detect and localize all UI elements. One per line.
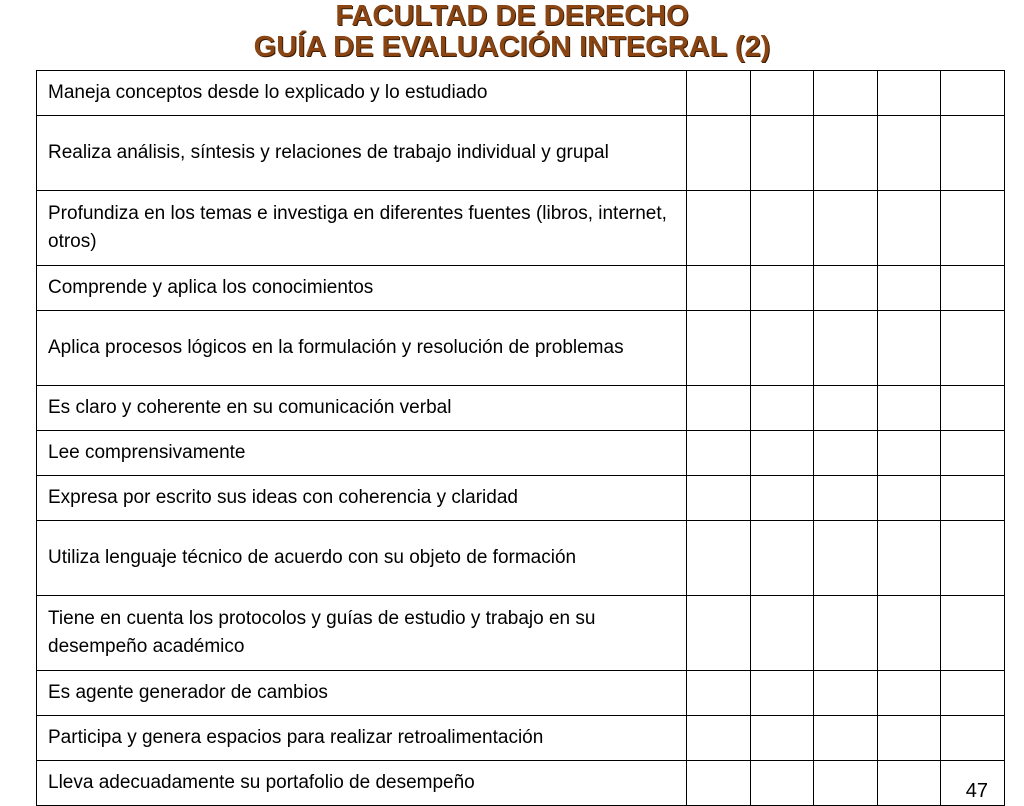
slide-title <box>0 0 1024 64</box>
score-cell[interactable] <box>941 311 1005 386</box>
score-cell[interactable] <box>750 761 814 806</box>
score-cell[interactable] <box>877 71 941 116</box>
score-cell[interactable] <box>750 671 814 716</box>
score-cell[interactable] <box>814 671 878 716</box>
score-cell[interactable] <box>877 431 941 476</box>
table-row <box>37 191 1005 266</box>
score-cell[interactable] <box>687 476 751 521</box>
score-cell[interactable] <box>814 266 878 311</box>
evaluation-table <box>36 70 1005 806</box>
score-cell[interactable] <box>687 71 751 116</box>
score-cell[interactable] <box>750 191 814 266</box>
score-cell[interactable] <box>750 71 814 116</box>
score-cell[interactable] <box>941 521 1005 596</box>
score-cell[interactable] <box>941 761 1005 806</box>
criterion-cell: Realiza análisis, síntesis y relaciones de trabajo individual y grupal <box>37 116 687 191</box>
score-cell[interactable] <box>687 116 751 191</box>
score-cell[interactable] <box>941 71 1005 116</box>
table-row <box>37 716 1005 761</box>
table-row <box>37 521 1005 596</box>
table-row <box>37 476 1005 521</box>
score-cell[interactable] <box>750 311 814 386</box>
score-cell[interactable] <box>687 521 751 596</box>
score-cell[interactable] <box>941 476 1005 521</box>
score-cell[interactable] <box>750 596 814 671</box>
score-cell[interactable] <box>814 191 878 266</box>
table-row <box>37 116 1005 191</box>
score-cell[interactable] <box>941 386 1005 431</box>
title-faculty: FACULTAD DE DERECHO <box>335 0 689 32</box>
score-cell[interactable] <box>941 266 1005 311</box>
score-cell[interactable] <box>687 596 751 671</box>
criterion-cell: Participa y genera espacios para realizar retroalimentación <box>37 716 687 761</box>
table-row <box>37 71 1005 116</box>
criterion-cell: Expresa por escrito sus ideas con coherencia y claridad <box>37 476 687 521</box>
score-cell[interactable] <box>877 476 941 521</box>
table-row <box>37 311 1005 386</box>
score-cell[interactable] <box>814 71 878 116</box>
criterion-cell: Profundiza en los temas e investiga en diferentes fuentes (libros, internet, otros) <box>37 191 687 266</box>
score-cell[interactable] <box>941 716 1005 761</box>
score-cell[interactable] <box>877 596 941 671</box>
score-cell[interactable] <box>877 311 941 386</box>
page-number: 47 <box>965 780 988 802</box>
score-cell[interactable] <box>941 671 1005 716</box>
score-cell[interactable] <box>814 716 878 761</box>
criterion-cell: Lleva adecuadamente su portafolio de desempeño <box>37 761 687 806</box>
table-row <box>37 761 1005 806</box>
score-cell[interactable] <box>877 191 941 266</box>
score-cell[interactable] <box>687 191 751 266</box>
score-cell[interactable] <box>941 596 1005 671</box>
score-cell[interactable] <box>877 671 941 716</box>
score-cell[interactable] <box>687 431 751 476</box>
table-row <box>37 596 1005 671</box>
title-guide: GUÍA DE EVALUACIÓN INTEGRAL (2) <box>253 31 771 63</box>
score-cell[interactable] <box>814 476 878 521</box>
criterion-cell: Es claro y coherente en su comunicación verbal <box>37 386 687 431</box>
score-cell[interactable] <box>877 716 941 761</box>
score-cell[interactable] <box>750 476 814 521</box>
score-cell[interactable] <box>687 671 751 716</box>
table-row <box>37 671 1005 716</box>
score-cell[interactable] <box>814 596 878 671</box>
criterion-cell: Tiene en cuenta los protocolos y guías de estudio y trabajo en su desempeño académico <box>37 596 687 671</box>
score-cell[interactable] <box>750 386 814 431</box>
score-cell[interactable] <box>941 116 1005 191</box>
criterion-cell: Es agente generador de cambios <box>37 671 687 716</box>
score-cell[interactable] <box>941 191 1005 266</box>
score-cell[interactable] <box>687 386 751 431</box>
score-cell[interactable] <box>814 431 878 476</box>
criterion-cell: Maneja conceptos desde lo explicado y lo estudiado <box>37 71 687 116</box>
score-cell[interactable] <box>877 116 941 191</box>
score-cell[interactable] <box>877 761 941 806</box>
score-cell[interactable] <box>750 266 814 311</box>
score-cell[interactable] <box>750 116 814 191</box>
criterion-cell: Comprende y aplica los conocimientos <box>37 266 687 311</box>
score-cell[interactable] <box>941 431 1005 476</box>
criterion-cell: Lee comprensivamente <box>37 431 687 476</box>
table-row <box>37 266 1005 311</box>
score-cell[interactable] <box>750 521 814 596</box>
score-cell[interactable] <box>814 311 878 386</box>
score-cell[interactable] <box>877 266 941 311</box>
score-cell[interactable] <box>814 386 878 431</box>
score-cell[interactable] <box>814 521 878 596</box>
score-cell[interactable] <box>687 761 751 806</box>
criterion-cell: Utiliza lenguaje técnico de acuerdo con su objeto de formación <box>37 521 687 596</box>
score-cell[interactable] <box>814 116 878 191</box>
criterion-cell: Aplica procesos lógicos en la formulación y resolución de problemas <box>37 311 687 386</box>
score-cell[interactable] <box>687 311 751 386</box>
score-cell[interactable] <box>750 716 814 761</box>
score-cell[interactable] <box>877 386 941 431</box>
score-cell[interactable] <box>814 761 878 806</box>
score-cell[interactable] <box>687 716 751 761</box>
evaluation-table-body <box>37 71 1005 806</box>
table-row <box>37 431 1005 476</box>
table-row <box>37 386 1005 431</box>
score-cell[interactable] <box>877 521 941 596</box>
score-cell[interactable] <box>687 266 751 311</box>
score-cell[interactable] <box>750 431 814 476</box>
